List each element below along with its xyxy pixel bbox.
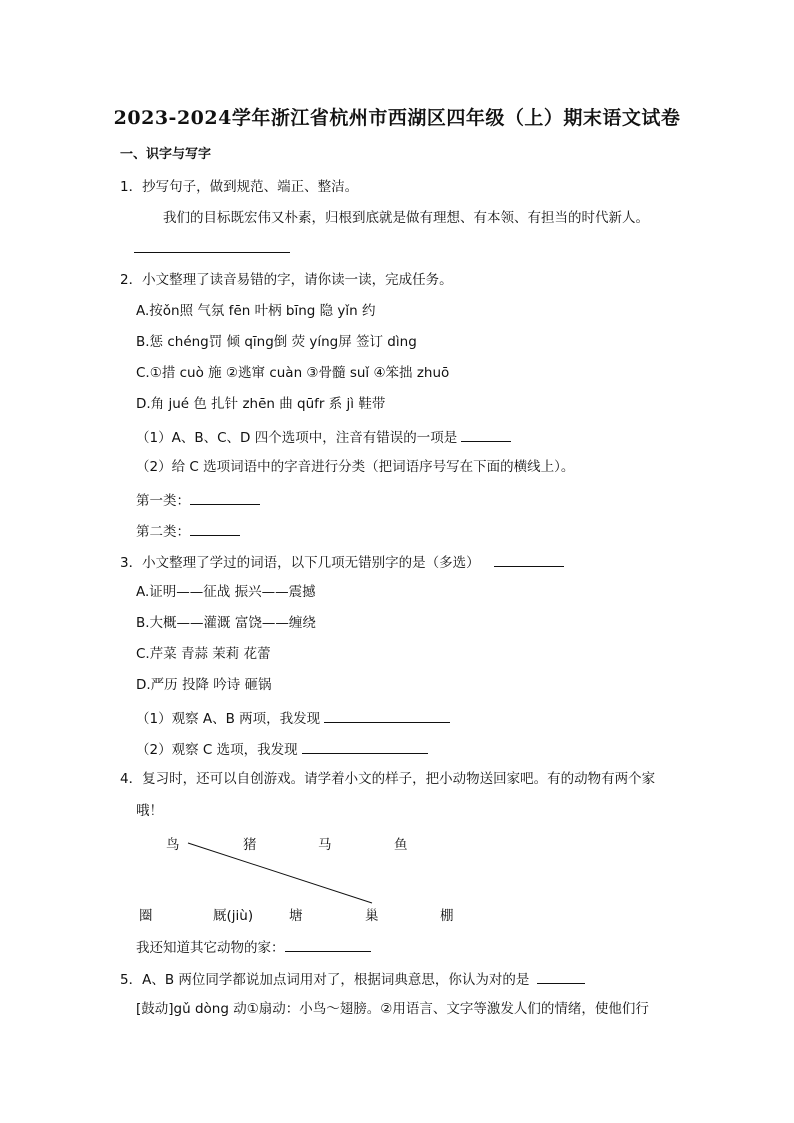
question-2-option-a: A.按ǒn照 气氛 fēn 叶柄 bīng 隐 yǐn 约 — [136, 303, 376, 319]
question-3-sub1-text: （1）观察 A、B 两项，我发现 — [136, 711, 321, 727]
home-pond[interactable]: 塘 — [289, 908, 303, 924]
question-4-other — [136, 937, 371, 957]
question-5-blank[interactable] — [537, 969, 585, 984]
home-pen[interactable]: 圈 — [139, 908, 153, 924]
question-2-sub2: （2）给 C 选项词语中的字音进行分类（把词语序号写在下面的横线上）。 — [136, 459, 575, 475]
question-5-dictionary-entry: [鼓动]gǔ dòng 动①扇动：小鸟～翅膀。②用语言、文字等激发人们的情绪，使他们行 — [136, 1001, 649, 1017]
question-2-option-c: C.①措 cuò 施 ②逃窜 cuàn ③骨髓 suǐ ④笨拙 zhuō — [136, 365, 450, 381]
question-1-sentence: 我们的目标既宏伟又朴素，归根到底就是做有理想、有本领、有担当的时代新人。 — [163, 210, 649, 226]
question-3-option-b: B.大概——灌溉 富饶——缠绕 — [136, 615, 316, 631]
question-2-option-b: B.惩 chéng罚 倾 qīng倒 荧 yíng屏 签订 dìng — [136, 334, 417, 350]
question-3-stem-text: 3．小文整理了学过的词语，以下几项无错别字的是（多选） — [120, 555, 480, 571]
question-4-stem: 4．复习时，还可以自创游戏。请学着小文的样子，把小动物送回家吧。有的动物有两个家 — [120, 771, 656, 787]
animal-pig[interactable]: 猪 — [243, 837, 257, 853]
animal-horse[interactable]: 马 — [318, 837, 332, 853]
animal-bird[interactable]: 鸟 — [166, 837, 180, 853]
question-4-other-blank[interactable] — [285, 937, 371, 952]
question-2-stem: 2．小文整理了读音易错的字，请你读一读，完成任务。 — [120, 272, 453, 288]
page-title: 2023-2024学年浙江省杭州市西湖区四年级（上）期末语文试卷 — [113, 107, 681, 129]
question-3-option-d: D.严历 投降 吟诗 砸锅 — [136, 677, 272, 693]
question-3-sub2-text: （2）观察 C 选项，我发现 — [136, 742, 298, 758]
category-2-label: 第二类： — [136, 524, 190, 540]
question-3-option-a: A.证明——征战 振兴——震撼 — [136, 584, 316, 600]
animal-fish[interactable]: 鱼 — [394, 837, 408, 853]
question-5-stem — [120, 969, 585, 989]
home-nest[interactable]: 巢 — [365, 908, 379, 924]
home-stable[interactable]: 厩(jiù) — [213, 908, 254, 924]
question-5-stem-text: 5．A、B 两位同学都说加点词用对了，根据词典意思，你认为对的是 — [120, 972, 530, 988]
section-heading: 一、识字与写字 — [120, 147, 212, 162]
question-2-option-d: D.角 jué 色 扎针 zhēn 曲 qūfr 系 jì 鞋带 — [136, 396, 386, 412]
question-1-stem: 1．抄写句子，做到规范、端正、整洁。 — [120, 179, 359, 195]
question-4-other-text: 我还知道其它动物的家： — [136, 940, 285, 956]
question-3-option-c: C.芹菜 青蒜 茉莉 花蕾 — [136, 646, 271, 662]
question-2-sub1-text: （1）A、B、C、D 四个选项中，注音有错误的一项是 — [136, 430, 458, 446]
home-shed[interactable]: 棚 — [440, 908, 454, 924]
category-1-label: 第一类： — [136, 493, 190, 509]
question-4-stem-cont: 哦！ — [136, 803, 163, 819]
